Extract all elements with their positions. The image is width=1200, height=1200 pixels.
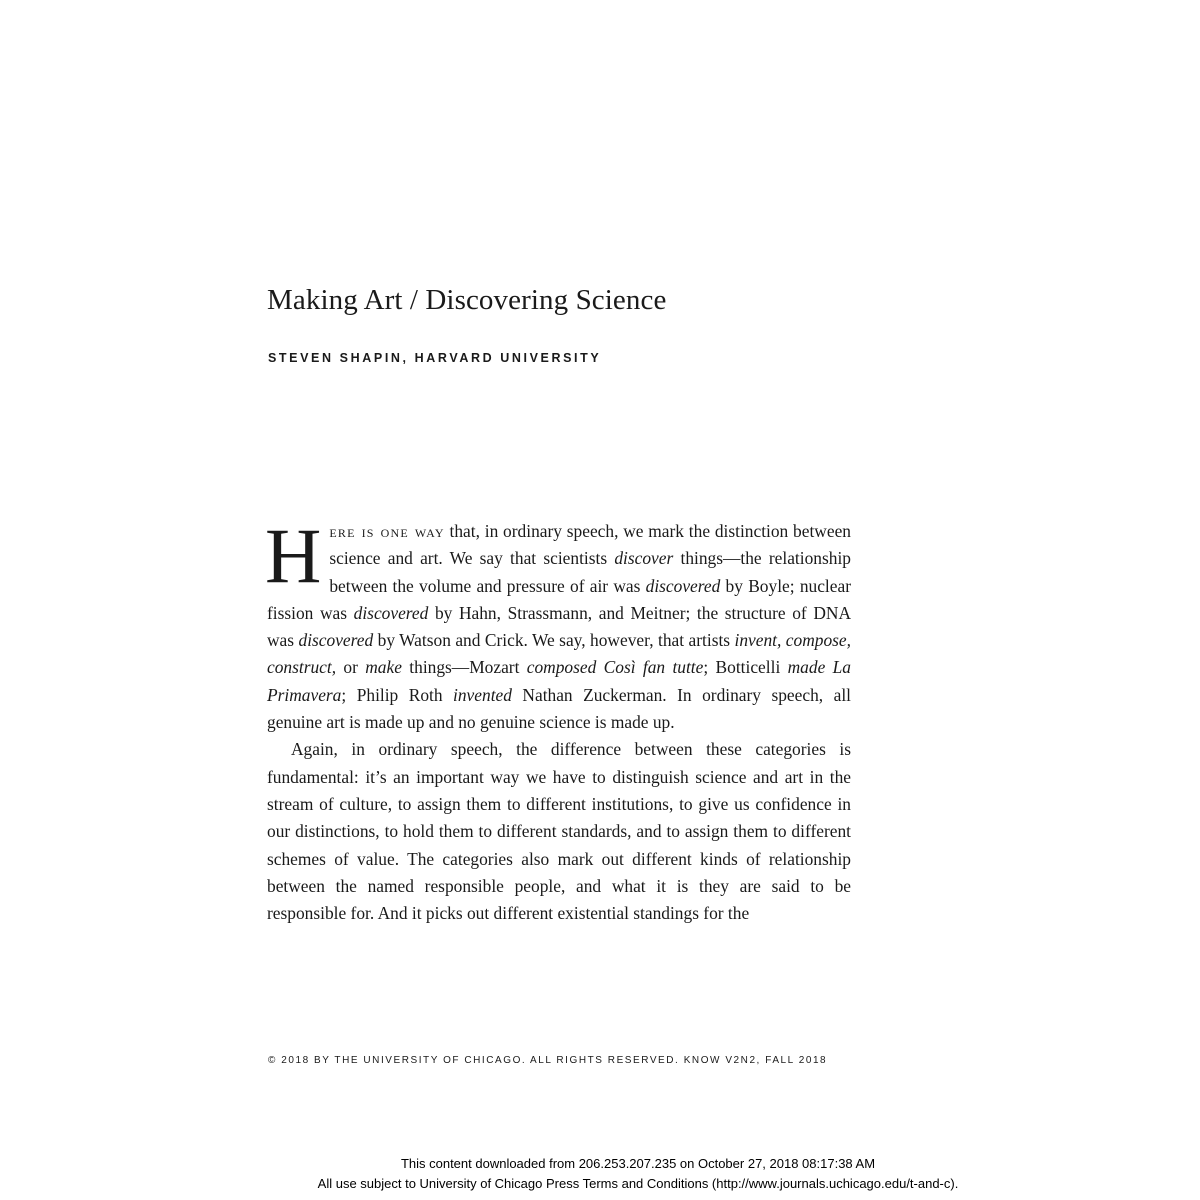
terms-notice: All use subject to University of Chicago Press Terms and Conditions (http://www.journals.uchicago.edu/t-and-c).	[317, 1176, 959, 1191]
text-run: Nathan Zuckerman. In ordinary speech, all genuine art is made up and no genuine science is made up.	[267, 684, 851, 733]
italic-run: make	[365, 657, 402, 678]
drop-cap: H	[265, 512, 322, 599]
italic-run: invent, compose, construct,	[267, 630, 851, 678]
article-title: Making Art / Discovering Science	[267, 284, 667, 316]
text-run: things—Mozart	[401, 657, 527, 678]
italic-run: discover	[614, 548, 674, 569]
italic-run: made La Primavera	[267, 657, 852, 705]
text-run: ; Philip Roth	[341, 684, 454, 705]
download-notice: This content downloaded from 206.253.207.235 on October 27, 2018 08:17:38 AM	[400, 1156, 876, 1171]
article-body	[265, 512, 852, 927]
author-line: STEVEN SHAPIN, HARVARD UNIVERSITY	[268, 351, 602, 365]
italic-run: composed Così fan tutte	[526, 657, 704, 678]
italic-run: discovered	[645, 575, 721, 596]
text-run: or	[336, 657, 366, 678]
copyright-line: © 2018 BY THE UNIVERSITY OF CHICAGO. ALL RIGHTS RESERVED. KNOW V2N2, FALL 2018	[268, 1055, 828, 1066]
text-run: ; Botticelli	[703, 657, 788, 678]
paragraph-1	[265, 512, 852, 736]
italic-run: invented	[453, 684, 512, 705]
paragraph-2: Again, in ordinary speech, the difference between these categories is fundamental: it’s an important way we have to distinguish science and art in the stream of culture, to assign them to different institutions, to give us confidence in our distinctions, to hold them to different standards, and to assign them to different schemes of value. The categories also mark out different kinds of relationship between the named responsible people, and what it is they are said to be responsible for. And it picks out different existential standings for the	[267, 739, 851, 924]
text-run: that, in ordinary speech, we mark the distinction between science and art. We say that scientists	[329, 521, 851, 569]
text-run: by Hahn, Strassmann, and Meitner; the structure of DNA was	[267, 602, 852, 651]
text-run: by Boyle; nuclear fission was	[267, 575, 851, 623]
text-run: by Watson and Crick. We say, however, that artists	[373, 630, 735, 651]
text-run: things—the relationship between the volume and pressure of air was	[329, 548, 851, 596]
italic-run: discovered	[298, 630, 374, 651]
lead-smallcaps: ere is one way	[329, 521, 445, 541]
italic-run: discovered	[353, 602, 429, 623]
